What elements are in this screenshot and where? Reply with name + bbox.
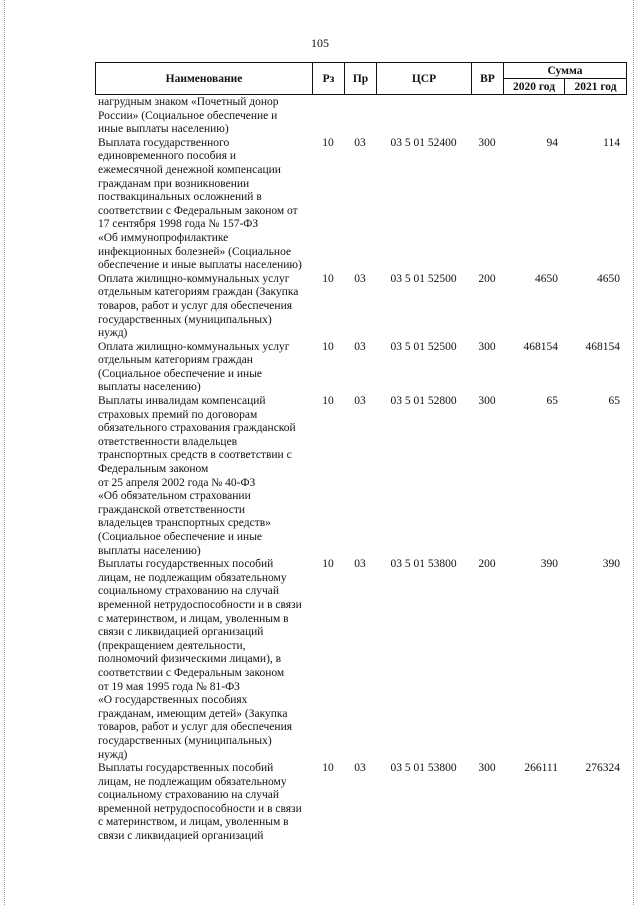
row-rz: 10 <box>322 340 334 353</box>
header-year-2021: 2021 год <box>565 79 627 95</box>
row-name-line: нагрудным знаком «Почетный донор <box>98 96 279 108</box>
header-pr: Пр <box>345 63 377 95</box>
row-name-line: (прекращением деятельности, <box>98 639 246 652</box>
table-row <box>95 273 626 341</box>
row-name-line: с материнством, и лицам, уволенным в <box>98 816 289 829</box>
row-name-line: поствакцинальных осложнений в <box>98 191 262 204</box>
row-sum-2021: 4650 <box>597 272 620 285</box>
header-year-2020: 2020 год <box>504 79 565 95</box>
row-sum-2021: 114 <box>603 136 620 149</box>
budget-table <box>95 96 626 844</box>
page-number: 105 <box>311 36 329 50</box>
table-header <box>95 62 627 95</box>
row-name-line: ответственности владельцев <box>98 435 238 448</box>
row-rz: 10 <box>322 136 334 149</box>
row-name-line: с материнством, и лицам, уволенным в <box>98 612 289 625</box>
row-pr: 03 <box>354 558 366 571</box>
row-name-line: обеспечение и иные выплаты населению) <box>98 259 302 272</box>
row-name-line: лицам, не подлежащим обязательному <box>98 571 287 584</box>
left-margin-rule <box>4 0 5 905</box>
row-pr: 03 <box>354 340 366 353</box>
row-sum-2020: 266111 <box>524 762 558 775</box>
header-vr: ВР <box>472 63 504 95</box>
row-sum-2020: 390 <box>540 558 558 571</box>
row-name-line: лицам, не подлежащим обязательному <box>98 775 287 788</box>
row-name-line: нужд) <box>98 327 128 340</box>
row-name-line: «О государственных пособиях <box>98 694 248 707</box>
row-name-line: единовременного пособия и <box>98 150 237 163</box>
row-vr: 300 <box>478 762 496 775</box>
row-vr <box>471 96 503 137</box>
row-name-line: транспортных средств в соответствии с <box>98 449 292 462</box>
row-name <box>95 341 312 395</box>
row-name-line: «Об обязательном страховании <box>98 490 251 503</box>
row-sum-2020: 65 <box>546 395 558 408</box>
row-csr: 03 5 01 52500 <box>390 340 457 353</box>
row-sum-2021: 65 <box>608 395 620 408</box>
row-rz: 10 <box>322 395 334 408</box>
row-name-line: выплаты населению) <box>98 544 201 557</box>
row-name-line: инфекционных болезней» (Социальное <box>98 245 292 258</box>
row-name-line: соответствии с Федеральным законом <box>98 666 285 679</box>
row-name-line: временной нетрудоспособности и в связи <box>98 802 302 815</box>
row-name-line: полномочий физическими лицами), в <box>98 653 282 666</box>
row-name-line: связи с ликвидацией организаций <box>98 830 264 843</box>
row-sum-2021: 468154 <box>585 340 620 353</box>
row-vr: 300 <box>478 136 496 149</box>
row-rz: 10 <box>322 272 334 285</box>
row-name-line: Выплаты государственных пособий <box>98 762 274 775</box>
row-name-line: государственных (муниципальных) <box>98 734 272 747</box>
row-sum-2021: 390 <box>602 558 620 571</box>
row-sum-2021: 276324 <box>585 762 620 775</box>
row-name-line: временной нетрудоспособности и в связи <box>98 598 302 611</box>
row-name-line: Оплата жилищно-коммунальных услуг <box>98 340 290 353</box>
row-name-line: иные выплаты населению) <box>98 123 229 136</box>
row-name-line: Федеральным законом <box>98 463 209 476</box>
row-name <box>95 395 312 558</box>
row-sum-2020: 4650 <box>535 272 558 285</box>
row-name-line: социальному страхованию на случай <box>98 789 280 802</box>
row-name-line: гражданской ответственности <box>98 503 245 516</box>
row-pr: 03 <box>354 762 366 775</box>
row-name-line: (Социальное обеспечение и иные <box>98 531 263 543</box>
row-vr: 200 <box>478 558 496 571</box>
row-name-line: товаров, работ и услуг для обеспечения <box>98 721 293 734</box>
row-pr <box>344 96 376 137</box>
row-csr <box>376 96 471 137</box>
table-body <box>95 96 626 844</box>
header-csr: ЦСР <box>377 63 472 95</box>
table-row <box>95 395 626 558</box>
table-row <box>95 558 626 762</box>
row-pr: 03 <box>354 395 366 408</box>
row-name-line: соответствии с Федеральным законом от <box>98 204 298 217</box>
row-name <box>95 762 312 844</box>
row-name-line: Оплата жилищно-коммунальных услуг <box>98 272 290 285</box>
row-pr: 03 <box>354 272 366 285</box>
row-name-line: обязательного страхования гражданской <box>98 422 296 435</box>
row-name-line: выплаты населению) <box>98 381 201 394</box>
row-name-line: Выплаты инвалидам компенсаций <box>98 395 266 408</box>
row-name-line: 17 сентября 1998 года № 157-ФЗ <box>98 218 259 231</box>
row-vr: 300 <box>478 395 496 408</box>
row-name-line: гражданам, имеющим детей» (Закупка <box>98 707 288 720</box>
row-name-line: «Об иммунопрофилактике <box>98 231 229 244</box>
row-name-line: государственных (муниципальных) <box>98 313 272 326</box>
table-row <box>95 762 626 844</box>
header-sum: Сумма <box>504 63 627 79</box>
row-name <box>95 558 312 762</box>
row-name-line: ежемесячной денежной компенсации <box>98 163 281 176</box>
row-sum-2020: 94 <box>546 136 558 149</box>
table-row <box>95 137 626 273</box>
row-name <box>95 137 312 273</box>
row-csr: 03 5 01 52400 <box>390 136 457 149</box>
row-name-line: (Социальное обеспечение и иные <box>98 367 263 380</box>
row-name <box>95 96 312 137</box>
table-row <box>95 341 626 395</box>
row-name-line: от 19 мая 1995 года № 81-ФЗ <box>98 680 240 693</box>
row-name-line: России» (Социальное обеспечение и <box>98 109 278 122</box>
row-sum-2020 <box>503 96 564 137</box>
row-name <box>95 273 312 341</box>
right-margin-rule <box>633 0 634 905</box>
row-rz <box>312 96 344 137</box>
row-pr: 03 <box>354 136 366 149</box>
row-name-line: Выплаты государственных пособий <box>98 558 274 571</box>
row-vr: 200 <box>478 272 496 285</box>
table-row <box>95 96 626 137</box>
header-rz: Рз <box>313 63 345 95</box>
row-vr: 300 <box>478 340 496 353</box>
row-rz: 10 <box>322 762 334 775</box>
row-name-line: гражданам при возникновении <box>98 177 250 190</box>
row-name-line: отдельным категориям граждан <box>98 354 253 367</box>
row-csr: 03 5 01 53800 <box>390 762 457 775</box>
header-name: Наименование <box>96 63 313 95</box>
row-name-line: отдельным категориям граждан (Закупка <box>98 286 299 299</box>
row-name-line: от 25 апреля 2002 года № 40-ФЗ <box>98 476 256 489</box>
row-sum-2021 <box>564 96 626 137</box>
row-name-line: Выплата государственного <box>98 136 230 149</box>
row-csr: 03 5 01 52800 <box>390 395 457 408</box>
row-csr: 03 5 01 52500 <box>390 272 457 285</box>
row-name-line: связи с ликвидацией организаций <box>98 626 264 639</box>
row-name-line: нужд) <box>98 748 128 761</box>
row-rz: 10 <box>322 558 334 571</box>
row-name-line: страховых премий по договорам <box>98 408 258 421</box>
row-csr: 03 5 01 53800 <box>390 558 457 571</box>
row-name-line: товаров, работ и услуг для обеспечения <box>98 299 293 312</box>
row-sum-2020: 468154 <box>523 340 558 353</box>
row-name-line: владельцев транспортных средств» <box>98 517 271 530</box>
row-name-line: социальному страхованию на случай <box>98 585 280 598</box>
